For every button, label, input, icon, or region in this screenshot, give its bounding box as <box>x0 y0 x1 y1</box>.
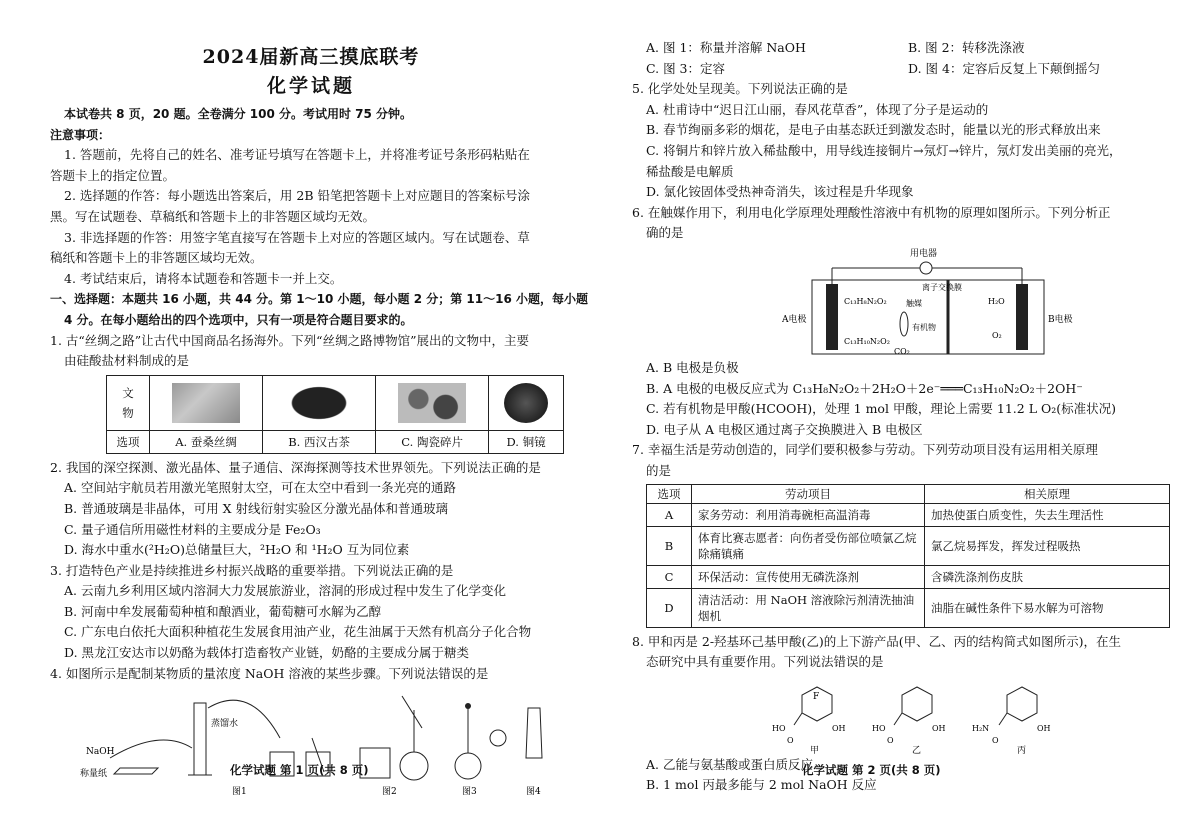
transfer-arrow <box>110 740 192 758</box>
question-3-stem: 3. 打造特色产业是持续推进乡村振兴战略的重要举措。下列说法正确的是 <box>50 562 454 578</box>
dropper-bulb <box>465 703 471 709</box>
atom-o: O <box>787 735 794 745</box>
left-page <box>0 0 590 833</box>
option-label: 选项 <box>107 430 150 453</box>
question-4-option-a: A. 图 1：称量并溶解 NaOH <box>646 40 806 55</box>
question-6-option-c: C. 若有机物是甲酸(HCOOH)，处理 1 mol 甲酸，理论上需要 11.2 L O₂(标准状况) <box>646 401 1116 417</box>
volumetric-flask-3 <box>455 753 481 779</box>
figure-label: 图4 <box>526 787 541 798</box>
solution-prep-figure <box>80 688 550 798</box>
weigh-paper-label: 称量纸 <box>80 769 108 780</box>
atom-oh: OH <box>1037 723 1051 733</box>
bronze-mirror-image <box>504 383 548 423</box>
question-2-option-d: D. 海水中重水(²H₂O)总储量巨大，²H₂O 和 ¹H₂O 互为同位素 <box>64 542 410 558</box>
electrode-b-label: B电极 <box>1048 314 1073 325</box>
question-6-option-a: A. B 电极是负极 <box>646 359 739 375</box>
question-5-option-d: D. 氯化铵固体受热神奇消失，该过程是升华现象 <box>646 184 914 200</box>
question-7-stem: 7. 幸福生活是劳动创造的，同学们要积极参与劳动。下列劳动项目没有运用相关原理 <box>632 442 1098 458</box>
label-bing: 丙 <box>1017 745 1027 755</box>
row-label-artifact: 文 物 <box>107 375 150 430</box>
exam-title: 2024届新高三摸底联考 <box>202 46 420 68</box>
question-3-option-d: D. 黑龙江安达市以奶酪为载体打造畜牧产业链，奶酪的主要成分属于糖类 <box>64 645 470 661</box>
question-4-option-d: D. 图 4：定容后反复上下颠倒摇匀 <box>908 60 1100 76</box>
notice-line: 黑。写在试题卷、草稿纸和答题卡上的非答题区域均无效。 <box>50 208 376 224</box>
structure-bing <box>972 687 1051 755</box>
co2-label: CO₂ <box>894 346 910 356</box>
question-2-option-b: B. 普通玻璃是非晶体，可用 X 射线衍射实验区分激光晶体和普通玻璃 <box>64 500 448 516</box>
notice-line: 1. 答题前，先将自己的姓名、准考证号填写在答题卡上，并将准考证号条形码粘贴在 <box>64 147 530 163</box>
table-row: C 环保活动：宣传使用无磷洗涤剂 含磷洗涤剂伤皮肤 <box>647 565 1170 588</box>
question-4-option-b: B. 图 2：转移洗涤液 <box>908 40 1025 55</box>
atom-oh: OH <box>932 723 946 733</box>
electrode-b <box>1016 284 1028 350</box>
exam-subtitle: 化学试题 <box>266 75 355 97</box>
catalyst-cycle <box>900 312 908 336</box>
pouring-rod <box>402 696 422 728</box>
question-5-option-c-cont: 稀盐酸是电解质 <box>646 163 734 179</box>
inverted-flask <box>526 708 542 758</box>
atom-h2n: H₂N <box>972 723 990 733</box>
question-6-option-b: B. A 电极的电极反应式为 C₁₃H₈N₂O₂＋2H₂O＋2e⁻═══C₁₃H₁₀N₂O₂＋2OH⁻ <box>646 380 1083 396</box>
header-option: 选项 <box>647 484 692 503</box>
label-jia: 甲 <box>810 745 820 755</box>
question-4-option-c: C. 图 3：定容 <box>646 60 725 76</box>
question-6-stem-cont: 确的是 <box>646 225 684 241</box>
membrane-label: 离子交换膜 <box>922 282 962 292</box>
notice-line: 稿纸和答题卡上的非答题区域均无效。 <box>50 250 263 266</box>
structure-jia <box>772 687 846 755</box>
atom-ho: HO <box>872 723 886 733</box>
appliance-label: 用电器 <box>910 248 938 259</box>
atom-f: F <box>813 691 820 702</box>
question-2-stem: 2. 我国的深空探测、激光晶体、量子通信、深海探测等技术世界领先。下列说法正确的是 <box>50 459 541 475</box>
notice-line: 4. 考试结束后，请将本试题卷和答题卡一并上交。 <box>64 270 343 286</box>
volumetric-flask <box>400 752 428 780</box>
figure-label: 图3 <box>462 787 477 798</box>
water-label: H₂O <box>988 296 1005 306</box>
header-principle: 相关原理 <box>925 484 1170 503</box>
question-1-stem: 1. 古“丝绸之路”让古代中国商品名扬海外。下列“丝绸之路博物馆”展出的文物中，主要 <box>50 332 529 348</box>
pottery-shards-image <box>398 383 466 423</box>
question-4-stem: 4. 如图所示是配制某物质的量浓度 NaOH 溶液的某些步骤。下列说法错误的是 <box>50 665 489 681</box>
labor-table <box>646 484 1170 628</box>
question-4-options <box>632 38 1170 59</box>
reactant-label: C₁₃H₈N₂O₂ <box>844 296 887 306</box>
naoh-label: NaOH <box>86 747 115 758</box>
notice-line: 3. 非选择题的作答：用签字笔直接写在答题卡上对应的答题区域内。写在试题卷、草 <box>64 229 530 245</box>
atom-ho: HO <box>772 723 786 733</box>
question-3-option-b: B. 河南中牟发展葡萄种植和酿酒业，葡萄糖可水解为乙醇 <box>64 603 382 619</box>
graduated-cylinder <box>194 703 206 775</box>
magnifier <box>490 730 506 746</box>
artifact-table <box>106 375 564 454</box>
header-item: 劳动项目 <box>692 484 925 503</box>
question-5-option-c: C. 将铜片和锌片放入稀盐酸中，用导线连接铜片→氖灯→锌片，氖灯发出美丽的亮光， <box>646 142 1122 158</box>
question-4-options-2 <box>632 59 1170 80</box>
question-8-stem-cont: 态研究中具有重要作用。下列说法错误的是 <box>646 654 884 670</box>
option-d: D. 铜镜 <box>489 430 564 453</box>
question-3-option-a: A. 云南九乡利用区域内溶洞大力发展旅游业，溶洞的形成过程中发生了化学变化 <box>64 583 506 599</box>
structure-yi <box>872 687 946 755</box>
question-6-stem: 6. 在触媒作用下，利用电化学原理处理酸性溶液中有机物的原理如图所示。下列分析正 <box>632 204 1111 220</box>
question-2-option-c: C. 量子通信所用磁性材料的主要成分是 Fe₂O₃ <box>64 521 321 537</box>
tea-image <box>285 383 353 423</box>
figure-label: 图1 <box>232 787 247 798</box>
label-yi: 乙 <box>912 745 922 755</box>
table-row: B 体育比赛志愿者：向伤者受伤部位喷氯乙烷除痛镇痛 氯乙烷易挥发，挥发过程吸热 <box>647 526 1170 565</box>
question-2-option-a: A. 空间站宇航员若用激光笔照射太空，可在太空中看到一条光亮的通路 <box>64 480 456 496</box>
option-a: A. 蚕桑丝绸 <box>150 430 263 453</box>
question-5-option-a: A. 杜甫诗中“迟日江山丽，春风花草香”，体现了分子是运动的 <box>646 101 989 117</box>
section-heading-cont: 4 分。在每小题给出的四个选项中，只有一项是符合题目要求的。 <box>64 312 413 327</box>
oxygen-label: O₂ <box>992 330 1002 340</box>
weigh-paper <box>114 768 158 774</box>
question-5-option-b: B. 春节绚丽多彩的烟花，是电子由基态跃迁到激发态时，能量以光的形式释放出来 <box>646 122 1101 138</box>
electrochemical-cell-figure <box>782 246 1112 358</box>
notice-line: 2. 选择题的作答：每小题选出答案后，用 2B 铅笔把答题卡上对应题目的答案标号涂 <box>64 188 530 204</box>
notice-heading: 注意事项： <box>50 127 111 142</box>
organic-label: 有机物 <box>912 322 936 332</box>
atom-o: O <box>887 735 894 745</box>
page-footer: 化学试题 第 1 页(共 8 页) <box>230 763 369 777</box>
figure-label: 图2 <box>382 787 397 798</box>
structures-figure <box>772 675 1072 755</box>
question-6-option-d: D. 电子从 A 电极区通过离子交换膜进入 B 电极区 <box>646 421 923 437</box>
right-page <box>612 0 1200 833</box>
option-b: B. 西汉古茶 <box>263 430 376 453</box>
question-3-option-c: C. 广东电白依托大面积种植花生发展食用油产业，花生油属于天然有机高分子化合物 <box>64 624 532 640</box>
page-footer: 化学试题 第 2 页(共 8 页) <box>802 763 941 777</box>
question-8-option-b: B. 1 mol 丙最多能与 2 mol NaOH 反应 <box>646 777 877 793</box>
product-label: C₁₃H₁₀N₂O₂ <box>844 336 890 346</box>
silk-image <box>172 383 240 423</box>
option-c: C. 陶瓷碎片 <box>376 430 489 453</box>
catalyst-label: 触媒 <box>906 298 922 308</box>
question-1-stem-cont: 由硅酸盐材料制成的是 <box>64 353 190 369</box>
exam-info: 本试卷共 8 页，20 题。全卷满分 100 分。考试用时 75 分钟。 <box>64 107 413 121</box>
atom-o: O <box>992 735 999 745</box>
question-8-stem: 8. 甲和丙是 2-羟基环己基甲酸(乙)的上下游产品(甲、乙、丙的结构简式如图所示)，在生 <box>632 633 1122 649</box>
distilled-water-label: 蒸馏水 <box>211 719 239 730</box>
table-row: A 家务劳动：利用消毒碗柜高温消毒 加热使蛋白质变性，失去生理活性 <box>647 503 1170 526</box>
appliance-icon <box>920 262 932 274</box>
atom-oh: OH <box>832 723 846 733</box>
table-row: D 清洁活动：用 NaOH 溶液除污剂清洗抽油烟机 油脂在碱性条件下易水解为可溶物 <box>647 588 1170 627</box>
question-7-stem-cont: 的是 <box>646 462 672 478</box>
question-8-option-a: A. 乙能与氨基酸或蛋白质反应 <box>646 756 813 772</box>
electrode-a <box>826 284 838 350</box>
question-5-stem: 5. 化学处处呈现美。下列说法正确的是 <box>632 81 848 97</box>
electrode-a-label: A电极 <box>782 314 807 325</box>
section-heading: 一、选择题：本题共 16 小题，共 44 分。第 1～10 小题，每小题 2 分；第 11～16 小题，每小题 <box>50 292 588 307</box>
notice-line: 答题卡上的指定位置。 <box>50 167 176 183</box>
